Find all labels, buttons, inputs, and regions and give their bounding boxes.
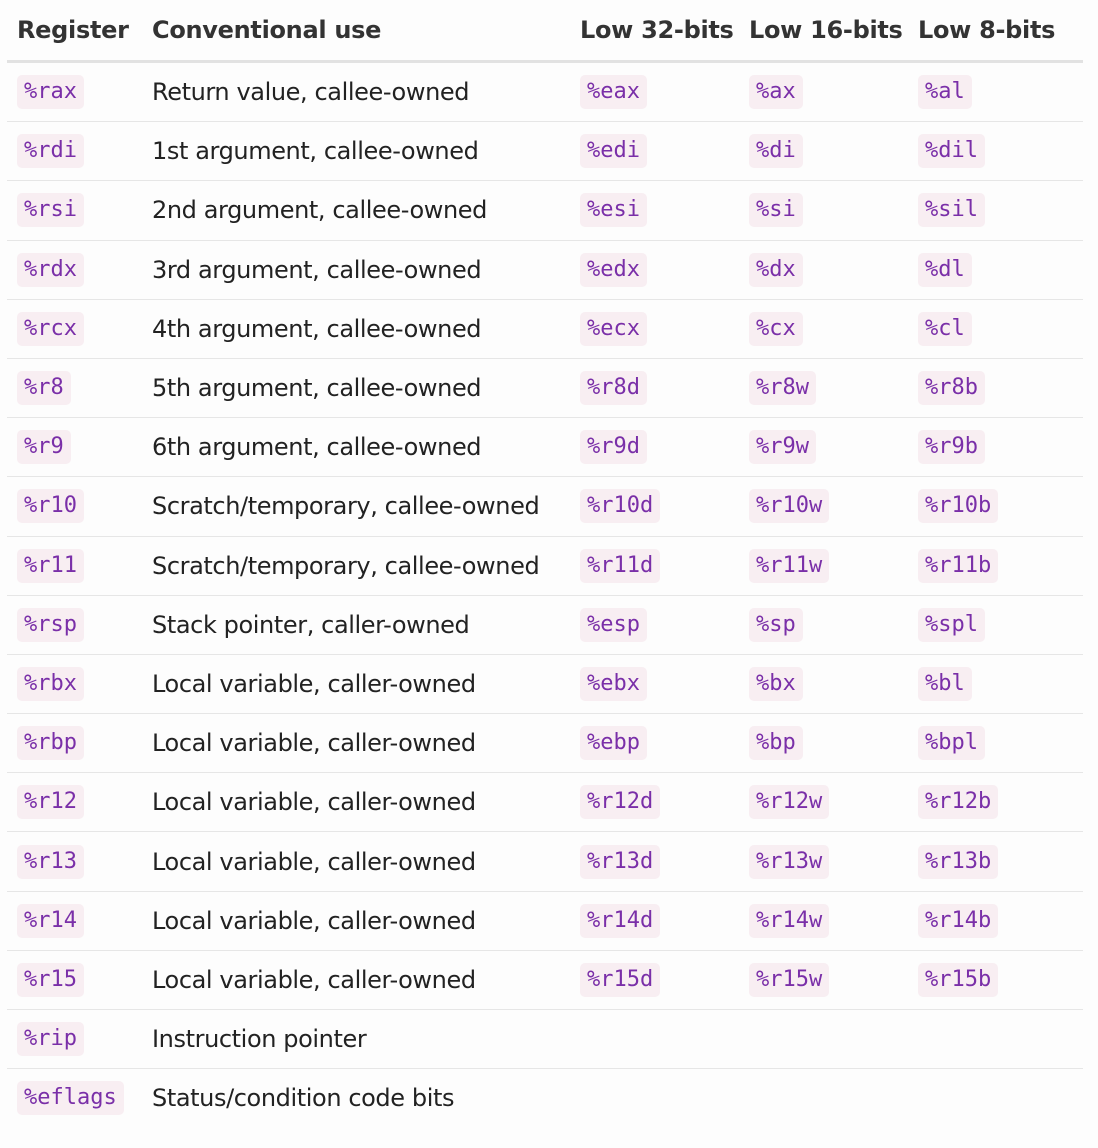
- low-32-bits-cell: [570, 654, 739, 713]
- register-name: %r12b: [918, 785, 998, 819]
- use-text: Local variable, caller-owned: [152, 847, 476, 876]
- register-name: %r9b: [918, 430, 985, 464]
- low-16-bits-cell: [739, 299, 908, 358]
- low-32-bits-cell: [570, 950, 739, 1009]
- low-16-bits-cell: [739, 181, 908, 240]
- register-cell: [7, 240, 142, 299]
- register-name: %rax: [17, 75, 84, 109]
- use-text: Return value, callee-owned: [152, 78, 470, 107]
- use-text: 1st argument, callee-owned: [152, 137, 479, 166]
- register-name: %r14d: [580, 904, 660, 938]
- table-body: [7, 62, 1083, 1128]
- register-name: %bp: [749, 726, 803, 760]
- register-name: %r13: [17, 845, 84, 879]
- register-name: %r8w: [749, 371, 816, 405]
- register-name: %r12w: [749, 785, 829, 819]
- low-16-bits-cell: [739, 418, 908, 477]
- use-text: 5th argument, callee-owned: [152, 374, 482, 403]
- register-name: %rbp: [17, 726, 84, 760]
- register-name: %r14b: [918, 904, 998, 938]
- low-16-bits-cell: [739, 477, 908, 536]
- register-name: %rbx: [17, 667, 84, 701]
- register-name: %r15d: [580, 963, 660, 997]
- low-8-bits-cell: [908, 1069, 1083, 1128]
- conventional-use-cell: [142, 181, 570, 240]
- low-8-bits-cell: [908, 240, 1083, 299]
- register-cell: [7, 891, 142, 950]
- register-cell: [7, 477, 142, 536]
- low-8-bits-cell: [908, 122, 1083, 181]
- low-16-bits-cell: [739, 62, 908, 122]
- register-table: [7, 0, 1083, 1127]
- register-name: %r13w: [749, 845, 829, 879]
- low-16-bits-cell: [739, 714, 908, 773]
- register-name: %r9d: [580, 430, 647, 464]
- register-name: %r10: [17, 489, 84, 523]
- table-row: [7, 714, 1083, 773]
- low-32-bits-cell: [570, 536, 739, 595]
- register-name: %edx: [580, 253, 647, 287]
- conventional-use-cell: [142, 773, 570, 832]
- use-text: Local variable, caller-owned: [152, 906, 476, 935]
- low-32-bits-cell: [570, 1010, 739, 1069]
- conventional-use-cell: [142, 654, 570, 713]
- table-row: [7, 536, 1083, 595]
- low-8-bits-cell: [908, 950, 1083, 1009]
- table-row: [7, 122, 1083, 181]
- low-8-bits-cell: [908, 654, 1083, 713]
- use-text: 6th argument, callee-owned: [152, 433, 482, 462]
- register-cell: [7, 714, 142, 773]
- register-name: %rcx: [17, 312, 84, 346]
- register-name: %sp: [749, 608, 803, 642]
- use-text: 2nd argument, callee-owned: [152, 196, 487, 225]
- low-32-bits-cell: [570, 477, 739, 536]
- register-name: %rip: [17, 1022, 84, 1056]
- low-8-bits-cell: [908, 891, 1083, 950]
- register-cell: [7, 62, 142, 122]
- low-8-bits-cell: [908, 773, 1083, 832]
- low-32-bits-cell: [570, 418, 739, 477]
- low-16-bits-cell: [739, 358, 908, 417]
- header-low-16-bits: Low 16-bits: [739, 0, 908, 62]
- register-name: %spl: [918, 608, 985, 642]
- low-32-bits-cell: [570, 122, 739, 181]
- register-name: %r14: [17, 904, 84, 938]
- register-name: %r9w: [749, 430, 816, 464]
- register-name: %r14w: [749, 904, 829, 938]
- table-row: [7, 832, 1083, 891]
- low-32-bits-cell: [570, 181, 739, 240]
- register-name: %r10d: [580, 489, 660, 523]
- register-name: %eax: [580, 75, 647, 109]
- register-name: %bx: [749, 667, 803, 701]
- low-32-bits-cell: [570, 891, 739, 950]
- conventional-use-cell: [142, 122, 570, 181]
- register-name: %r11w: [749, 549, 829, 583]
- low-32-bits-cell: [570, 714, 739, 773]
- low-32-bits-cell: [570, 595, 739, 654]
- register-name: %dil: [918, 134, 985, 168]
- register-cell: [7, 536, 142, 595]
- register-name: %rsi: [17, 193, 84, 227]
- header-row: [7, 0, 1083, 62]
- register-name: %r8: [17, 371, 71, 405]
- register-name: %rsp: [17, 608, 84, 642]
- conventional-use-cell: [142, 714, 570, 773]
- register-cell: [7, 181, 142, 240]
- register-name: %ebx: [580, 667, 647, 701]
- conventional-use-cell: [142, 358, 570, 417]
- register-name: %ecx: [580, 312, 647, 346]
- conventional-use-cell: [142, 62, 570, 122]
- conventional-use-cell: [142, 1010, 570, 1069]
- use-text: 3rd argument, callee-owned: [152, 255, 482, 284]
- register-name: %rdx: [17, 253, 84, 287]
- conventional-use-cell: [142, 240, 570, 299]
- register-cell: [7, 122, 142, 181]
- table-row: [7, 299, 1083, 358]
- register-cell: [7, 950, 142, 1009]
- use-text: 4th argument, callee-owned: [152, 314, 482, 343]
- register-name: %al: [918, 75, 972, 109]
- table-row: [7, 1069, 1083, 1128]
- register-name: %r8d: [580, 371, 647, 405]
- register-name: %r12: [17, 785, 84, 819]
- table-row: [7, 62, 1083, 122]
- register-cell: [7, 1010, 142, 1069]
- register-name: %r11: [17, 549, 84, 583]
- use-text: Status/condition code bits: [152, 1084, 455, 1113]
- table-row: [7, 950, 1083, 1009]
- low-32-bits-cell: [570, 240, 739, 299]
- register-cell: [7, 299, 142, 358]
- low-32-bits-cell: [570, 62, 739, 122]
- register-name: %bl: [918, 667, 972, 701]
- low-8-bits-cell: [908, 477, 1083, 536]
- table-row: [7, 773, 1083, 832]
- low-32-bits-cell: [570, 299, 739, 358]
- low-16-bits-cell: [739, 950, 908, 1009]
- low-8-bits-cell: [908, 181, 1083, 240]
- table-row: [7, 891, 1083, 950]
- low-8-bits-cell: [908, 595, 1083, 654]
- register-name: %r12d: [580, 785, 660, 819]
- table-row: [7, 477, 1083, 536]
- conventional-use-cell: [142, 595, 570, 654]
- use-text: Local variable, caller-owned: [152, 669, 476, 698]
- low-8-bits-cell: [908, 536, 1083, 595]
- conventional-use-cell: [142, 418, 570, 477]
- conventional-use-cell: [142, 950, 570, 1009]
- use-text: Scratch/temporary, callee-owned: [152, 492, 540, 521]
- use-text: Local variable, caller-owned: [152, 788, 476, 817]
- low-16-bits-cell: [739, 1069, 908, 1128]
- use-text: Stack pointer, caller-owned: [152, 610, 470, 639]
- low-16-bits-cell: [739, 595, 908, 654]
- table-row: [7, 1010, 1083, 1069]
- low-32-bits-cell: [570, 773, 739, 832]
- low-16-bits-cell: [739, 832, 908, 891]
- register-name: %dl: [918, 253, 972, 287]
- table-row: [7, 358, 1083, 417]
- low-8-bits-cell: [908, 62, 1083, 122]
- table-row: [7, 654, 1083, 713]
- register-name: %r8b: [918, 371, 985, 405]
- conventional-use-cell: [142, 1069, 570, 1128]
- use-text: Scratch/temporary, callee-owned: [152, 551, 540, 580]
- register-name: %ebp: [580, 726, 647, 760]
- low-16-bits-cell: [739, 1010, 908, 1069]
- register-name: %r15: [17, 963, 84, 997]
- low-32-bits-cell: [570, 832, 739, 891]
- low-32-bits-cell: [570, 358, 739, 417]
- register-cell: [7, 654, 142, 713]
- register-name: %cx: [749, 312, 803, 346]
- register-name: %esp: [580, 608, 647, 642]
- table-row: [7, 240, 1083, 299]
- conventional-use-cell: [142, 832, 570, 891]
- table-row: [7, 181, 1083, 240]
- register-name: %r9: [17, 430, 71, 464]
- low-16-bits-cell: [739, 891, 908, 950]
- register-name: %cl: [918, 312, 972, 346]
- table-row: [7, 595, 1083, 654]
- register-name: %rdi: [17, 134, 84, 168]
- conventional-use-cell: [142, 536, 570, 595]
- low-16-bits-cell: [739, 240, 908, 299]
- low-8-bits-cell: [908, 358, 1083, 417]
- header-low-32-bits: Low 32-bits: [570, 0, 739, 62]
- low-16-bits-cell: [739, 773, 908, 832]
- conventional-use-cell: [142, 891, 570, 950]
- register-name: %edi: [580, 134, 647, 168]
- low-16-bits-cell: [739, 654, 908, 713]
- register-cell: [7, 595, 142, 654]
- register-cell: [7, 1069, 142, 1128]
- register-name: %eflags: [17, 1081, 124, 1115]
- low-8-bits-cell: [908, 714, 1083, 773]
- use-text: Instruction pointer: [152, 1025, 367, 1054]
- register-name: %r10w: [749, 489, 829, 523]
- register-name: %sil: [918, 193, 985, 227]
- low-8-bits-cell: [908, 418, 1083, 477]
- register-cell: [7, 418, 142, 477]
- register-name: %r13d: [580, 845, 660, 879]
- use-text: Local variable, caller-owned: [152, 965, 476, 994]
- register-name: %si: [749, 193, 803, 227]
- register-name: %ax: [749, 75, 803, 109]
- register-name: %r15w: [749, 963, 829, 997]
- low-8-bits-cell: [908, 832, 1083, 891]
- low-8-bits-cell: [908, 299, 1083, 358]
- table-row: [7, 418, 1083, 477]
- register-name: %dx: [749, 253, 803, 287]
- register-name: %r11d: [580, 549, 660, 583]
- low-8-bits-cell: [908, 1010, 1083, 1069]
- register-name: %r13b: [918, 845, 998, 879]
- register-cell: [7, 358, 142, 417]
- low-16-bits-cell: [739, 536, 908, 595]
- register-name: %r15b: [918, 963, 998, 997]
- conventional-use-cell: [142, 299, 570, 358]
- register-cell: [7, 773, 142, 832]
- header-conventional-use: Conventional use: [142, 0, 570, 62]
- low-16-bits-cell: [739, 122, 908, 181]
- use-text: Local variable, caller-owned: [152, 729, 476, 758]
- register-name: %r11b: [918, 549, 998, 583]
- register-name: %r10b: [918, 489, 998, 523]
- register-name: %esi: [580, 193, 647, 227]
- header-register: Register: [7, 0, 142, 62]
- header-low-8-bits: Low 8-bits: [908, 0, 1083, 62]
- conventional-use-cell: [142, 477, 570, 536]
- register-name: %bpl: [918, 726, 985, 760]
- low-32-bits-cell: [570, 1069, 739, 1128]
- register-name: %di: [749, 134, 803, 168]
- register-cell: [7, 832, 142, 891]
